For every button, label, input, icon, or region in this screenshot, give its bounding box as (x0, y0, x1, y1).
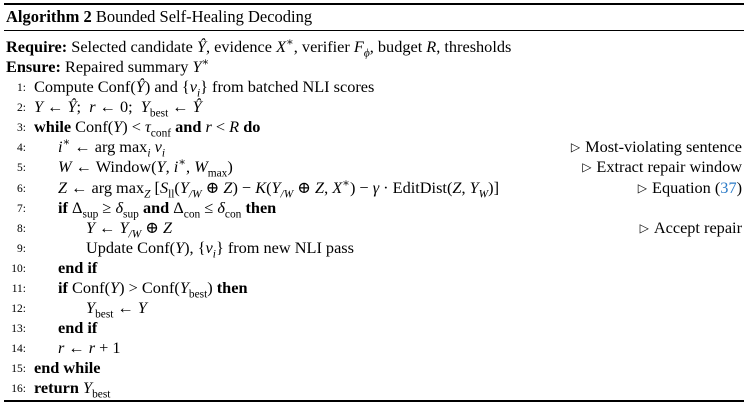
token: Conf (75, 117, 108, 136)
comment-triangle-icon: ▷ (570, 140, 581, 154)
comment (571, 137, 742, 158)
token: if (58, 278, 68, 297)
line-14: 14: r ← r + 1 (6, 338, 742, 358)
token: Z (144, 188, 151, 201)
token: best (149, 107, 169, 120)
line-number: 11: (11, 283, 26, 295)
bottom-rule (4, 400, 744, 402)
token: /W (280, 188, 294, 201)
token: con (183, 208, 201, 221)
token: best (95, 308, 114, 321)
token: con (224, 208, 242, 221)
token: Conf (141, 278, 175, 297)
token: arg max (91, 178, 145, 197)
line-number: 8: (17, 223, 26, 235)
ensure-line: Ensure: Repaired summary Y∗ (6, 56, 210, 76)
token: Conf (97, 77, 131, 96)
token: if (58, 198, 68, 217)
line-number: 15: (11, 363, 26, 375)
line-2: 2: Y ← Ŷ; r ← 0; $Y_{best}$ ← Ŷ (6, 97, 742, 117)
comment (640, 218, 742, 239)
token: /W (188, 188, 202, 201)
comment-text: Extract repair window (596, 157, 742, 176)
line-number: 1: (17, 82, 26, 94)
token: while (34, 117, 72, 136)
token: Conf (72, 278, 105, 297)
line-number: 3: (17, 122, 26, 134)
line-16: 16: return $Y_{best}$ (6, 378, 742, 398)
token: arg max (94, 137, 148, 156)
line-number: 9: (17, 243, 26, 255)
line-15 (6, 358, 742, 378)
token: i (212, 248, 216, 261)
token: from new NLI pass (227, 238, 354, 257)
token: end while (34, 358, 101, 377)
token: from batched NLI scores (212, 77, 375, 96)
line-4: 4: i∗ ← arg $\max_i v_i$ ▷ Most-violating sentence (6, 137, 742, 157)
token: W (478, 188, 489, 201)
line-11: 11: if Conf(Y) > $Conf(Y_{best})$ then (6, 278, 742, 298)
line-6: 6: Z ← arg $\max_Z [S_{ll}(Y_{/W}$ ⊕ $Z) - K(Y_{/W}$ ⊕ Z, X∗) − γ · EditDist(Z, $Y_W$)] ▷ Equation (37) (6, 178, 742, 198)
algorithm-title (6, 7, 312, 27)
algorithm-name: Bounded Self-Healing Decoding (95, 7, 313, 26)
token: end if (58, 258, 98, 277)
line-number: 6: (17, 183, 26, 195)
line-number: 16: (11, 383, 26, 395)
token: best (92, 388, 111, 401)
token: ll (168, 188, 175, 201)
line-number: 12: (11, 303, 26, 315)
algorithm-number: Algorithm 2 (6, 7, 92, 26)
line-number: 2: (17, 102, 26, 114)
comment-text: Equation ( (652, 178, 721, 197)
comment-text: Accept repair (653, 218, 742, 237)
token: sup (82, 208, 99, 221)
token: end if (58, 318, 98, 337)
line-3: 3: while Conf(Y) < $\tau_{conf}$ and r < R do (6, 117, 742, 137)
token: i (196, 87, 201, 100)
line-number: 13: (11, 323, 26, 335)
line-8: 8: Y ← $Y_{/W}$ ⊕ Z ▷ Accept repair (6, 218, 742, 238)
comment (582, 157, 742, 178)
token: then (216, 278, 248, 297)
line-7: 7: if $\Delta_{sup} \ge \delta_{sup}$ and $\Delta_{con} \le \delta_{con}$ then (6, 198, 742, 218)
comment-triangle-icon: ▷ (637, 181, 648, 195)
token: conf (150, 127, 172, 140)
token: then (245, 198, 277, 217)
token: and (154, 77, 178, 96)
line-12: 12: $Y_{best}$ ← Y (6, 298, 742, 318)
token: Compute (34, 77, 94, 96)
require-label: Require: (6, 37, 68, 56)
title-rule (4, 30, 744, 31)
line-10 (6, 258, 742, 278)
token: and (142, 198, 170, 217)
line-9: 9: Update Conf(Y), $\{v_i\}$ from new NLI pass (6, 238, 742, 258)
comment (638, 178, 742, 199)
token: and (175, 117, 202, 136)
line-number: 14: (11, 343, 26, 355)
comment-text: Most-violating sentence (585, 137, 742, 156)
token: sup (123, 208, 139, 221)
token: max (207, 167, 228, 180)
line-number: 7: (17, 203, 26, 215)
line-1: 1: Compute Conf(Ŷ) and $\{v_i\}$ from batched NLI scores (6, 77, 742, 97)
comment-triangle-icon: ▷ (582, 160, 592, 174)
token: Update (86, 238, 134, 257)
line-number: 5: (17, 162, 26, 174)
line-number: 10: (11, 263, 26, 275)
line-13 (6, 318, 742, 338)
token: best (188, 288, 208, 301)
token: EditDist (392, 178, 447, 197)
comment-triangle-icon: ▷ (639, 221, 649, 235)
ensure-label: Ensure: (6, 57, 61, 76)
token: Conf (137, 238, 170, 257)
comment-text: ) (736, 178, 742, 197)
token: do (243, 117, 261, 136)
token: i (161, 147, 165, 160)
top-rule (4, 3, 744, 5)
token: /W (128, 228, 142, 241)
token: return (34, 378, 79, 397)
require-line: Require: Selected candidate Ŷ, evidence X∗, verifier $F_\phi$, budget R, thresholds (6, 36, 512, 60)
token: Window (95, 157, 152, 176)
line-number: 4: (17, 142, 26, 154)
equation-reference-link[interactable]: 37 (720, 178, 737, 197)
line-5: 5: W ← Window(Y, i∗, $W_{max}$) ▷ Extract repair window (6, 157, 742, 177)
token: i (147, 147, 151, 160)
